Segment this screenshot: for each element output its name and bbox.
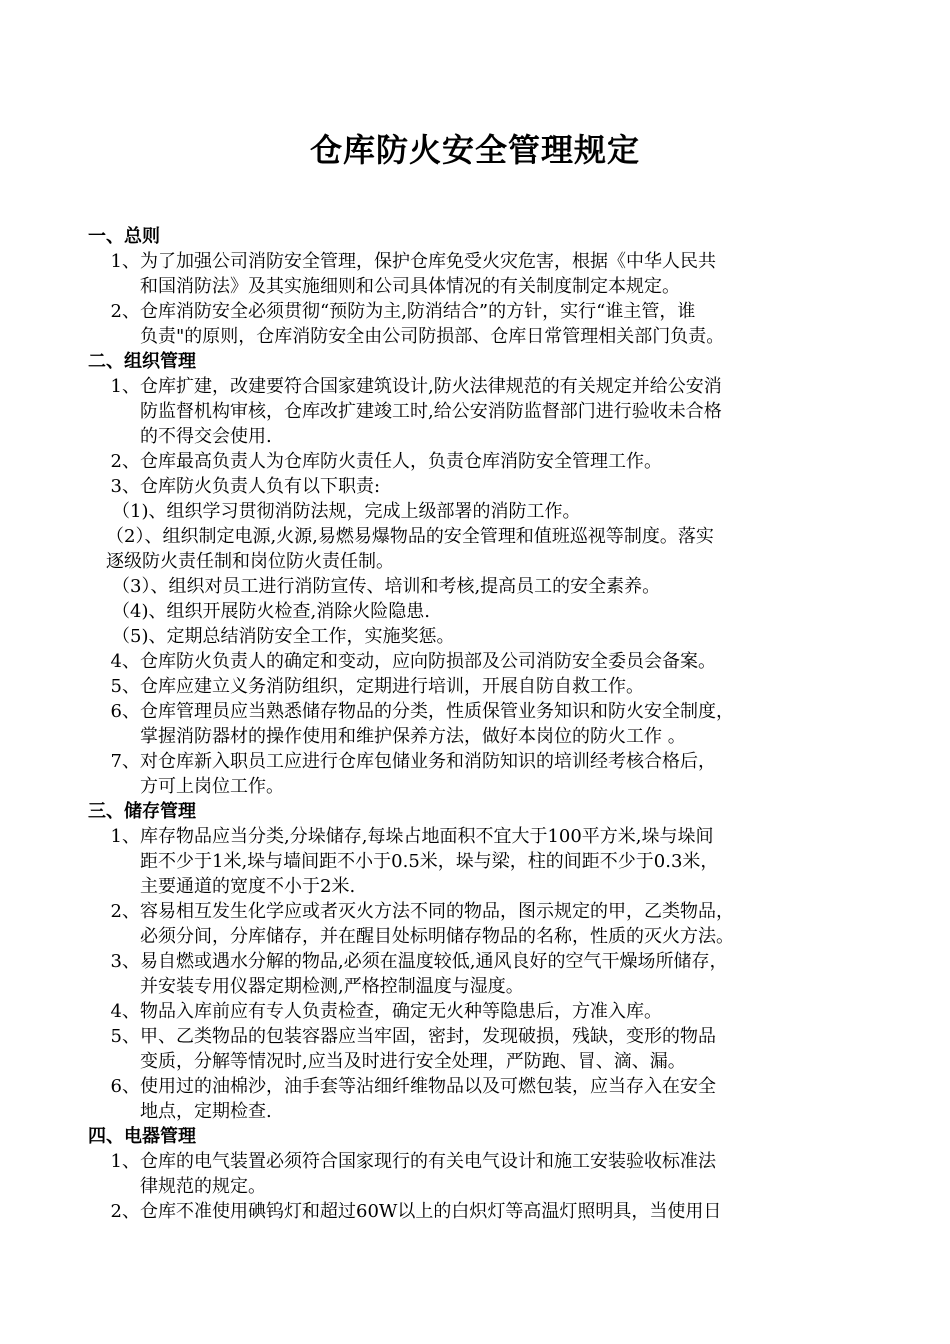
sub-clause: （1)、组织学习贯彻消防法规，完成上级部署的消防工作。 xyxy=(112,501,581,522)
clause-number: 3、 xyxy=(110,951,140,972)
clause-number: 6、 xyxy=(110,701,140,722)
clause-number: 4、 xyxy=(110,1001,140,1022)
clause xyxy=(88,1074,888,1124)
sub-clause: （2）、组织制定电源,火源,易燃易爆物品的安全管理和值班巡视等制度。落实 逐级防火责任制和岗位防火责任制。 xyxy=(106,526,714,572)
clause-number: 2、 xyxy=(110,901,140,922)
section-general xyxy=(88,224,888,349)
document-title: 仓库防火安全管理规定 xyxy=(309,131,640,169)
clause xyxy=(88,1149,888,1199)
document-body xyxy=(88,224,888,1224)
clause-text: 仓库管理员应当熟悉储存物品的分类，性质保管业务知识和防火安全制度， 掌握消防器材的操作使用和维护保养方法，做好本岗位的防火工作 。 xyxy=(140,701,734,747)
sub-clause: （5)、定期总结消防安全工作，实施奖惩。 xyxy=(112,626,455,647)
clause xyxy=(88,374,888,449)
section-organization xyxy=(88,349,888,799)
clause-number: 5、 xyxy=(110,676,140,697)
section-heading: 二、组织管理 xyxy=(88,351,196,372)
clause xyxy=(88,474,888,499)
clause xyxy=(88,299,888,349)
clause xyxy=(88,999,888,1024)
clause xyxy=(88,899,888,949)
clause-number: 5、 xyxy=(110,1026,140,1047)
clause-text: 仓库应建立义务消防组织，定期进行培训，开展自防自救工作。 xyxy=(140,676,644,697)
clause-number: 1、 xyxy=(110,1151,140,1172)
section-heading: 一、总则 xyxy=(88,226,160,247)
clause-text: 甲、乙类物品的包装容器应当牢固，密封，发现破损，残缺，变形的物品 变质，分解等情况时,应当及时进行安全处理，严防跑、冒、滴、漏。 xyxy=(140,1026,716,1072)
clause xyxy=(88,249,888,299)
clause-text: 仓库不准使用碘钨灯和超过60W以上的白炽灯等高温灯照明具，当使用日 xyxy=(140,1201,722,1222)
clause xyxy=(88,824,888,899)
clause-number: 3、 xyxy=(110,476,140,497)
clause-number: 4、 xyxy=(110,651,140,672)
clause xyxy=(88,1199,888,1224)
clause-number: 2、 xyxy=(110,1201,140,1222)
clause-number: 1、 xyxy=(110,251,140,272)
clause-text: 仓库扩建，改建要符合国家建筑设计,防火法律规范的有关规定并给公安消 防监督机构审核，仓库改扩建竣工时,给公安消防监督部门进行验收未合格 的不得交会使用. xyxy=(140,376,722,447)
section-heading: 四、电器管理 xyxy=(88,1126,196,1147)
clause-number: 6、 xyxy=(110,1076,140,1097)
clause-number: 1、 xyxy=(110,826,140,847)
clause xyxy=(88,749,888,799)
clause xyxy=(88,1024,888,1074)
sub-clause: （4)、组织开展防火检查,消除火险隐患. xyxy=(112,601,430,622)
clause-text: 库存物品应当分类,分垛储存,每垛占地面积不宜大于100平方米,垛与垛间 距不少于1米,垛与墙间距不小于0.5米，垛与梁，柱的间距不少于0.3米， 主要通道的宽度不小于2米. xyxy=(140,826,719,897)
clause-text: 为了加强公司消防安全管理，保护仓库免受火灾危害，根据《中华人民共 和国消防法》及其实施细则和公司具体情况的有关制度制定本规定。 xyxy=(140,251,716,297)
section-heading: 三、储存管理 xyxy=(88,801,196,822)
clause-number: 2、 xyxy=(110,301,140,322)
clause xyxy=(88,699,888,749)
clause-text: 仓库最高负责人为仓库防火责任人，负责仓库消防安全管理工作。 xyxy=(140,451,662,472)
clause-text: 仓库防火负责人负有以下职责: xyxy=(140,476,381,497)
sub-clause: （3）、组织对员工进行消防宣传、培训和考核,提高员工的安全素养。 xyxy=(112,576,661,597)
clause-number: 2、 xyxy=(110,451,140,472)
clause-text: 物品入库前应有专人负责检查，确定无火种等隐患后，方准入库。 xyxy=(140,1001,662,1022)
section-electrical xyxy=(88,1124,888,1224)
clause xyxy=(88,649,888,674)
clause-text: 易自燃或遇水分解的物品,必须在温度较低,通风良好的空气干燥场所储存， 并安装专用仪器定期检测,严格控制温度与湿度。 xyxy=(140,951,728,997)
clause-text: 使用过的油棉沙，油手套等沾细纤维物品以及可燃包装，应当存入在安全 地点，定期检查. xyxy=(140,1076,716,1122)
clause-number: 1、 xyxy=(110,376,140,397)
clause xyxy=(88,949,888,999)
clause-text: 容易相互发生化学应或者灭火方法不同的物品，图示规定的甲，乙类物品， 必须分间，分库储存，并在醒目处标明储存物品的名称，性质的灭火方法。 xyxy=(140,901,734,947)
clause-text: 仓库防火负责人的确定和变动，应向防损部及公司消防安全委员会备案。 xyxy=(140,651,716,672)
clause-text: 仓库的电气装置必须符合国家现行的有关电气设计和施工安装验收标准法 律规范的规定。 xyxy=(140,1151,716,1197)
section-storage xyxy=(88,799,888,1124)
clause-text: 对仓库新入职员工应进行仓库包储业务和消防知识的培训经考核合格后， 方可上岗位工作。 xyxy=(140,751,716,797)
clause-text: 仓库消防安全必须贯彻“预防为主,防消结合”的方针，实行“谁主管，谁 负责"的原则，仓库消防安全由公司防损部、仓库日常管理相关部门负责。 xyxy=(140,301,725,347)
clause-number: 7、 xyxy=(110,751,140,772)
clause xyxy=(88,674,888,699)
clause xyxy=(88,449,888,474)
